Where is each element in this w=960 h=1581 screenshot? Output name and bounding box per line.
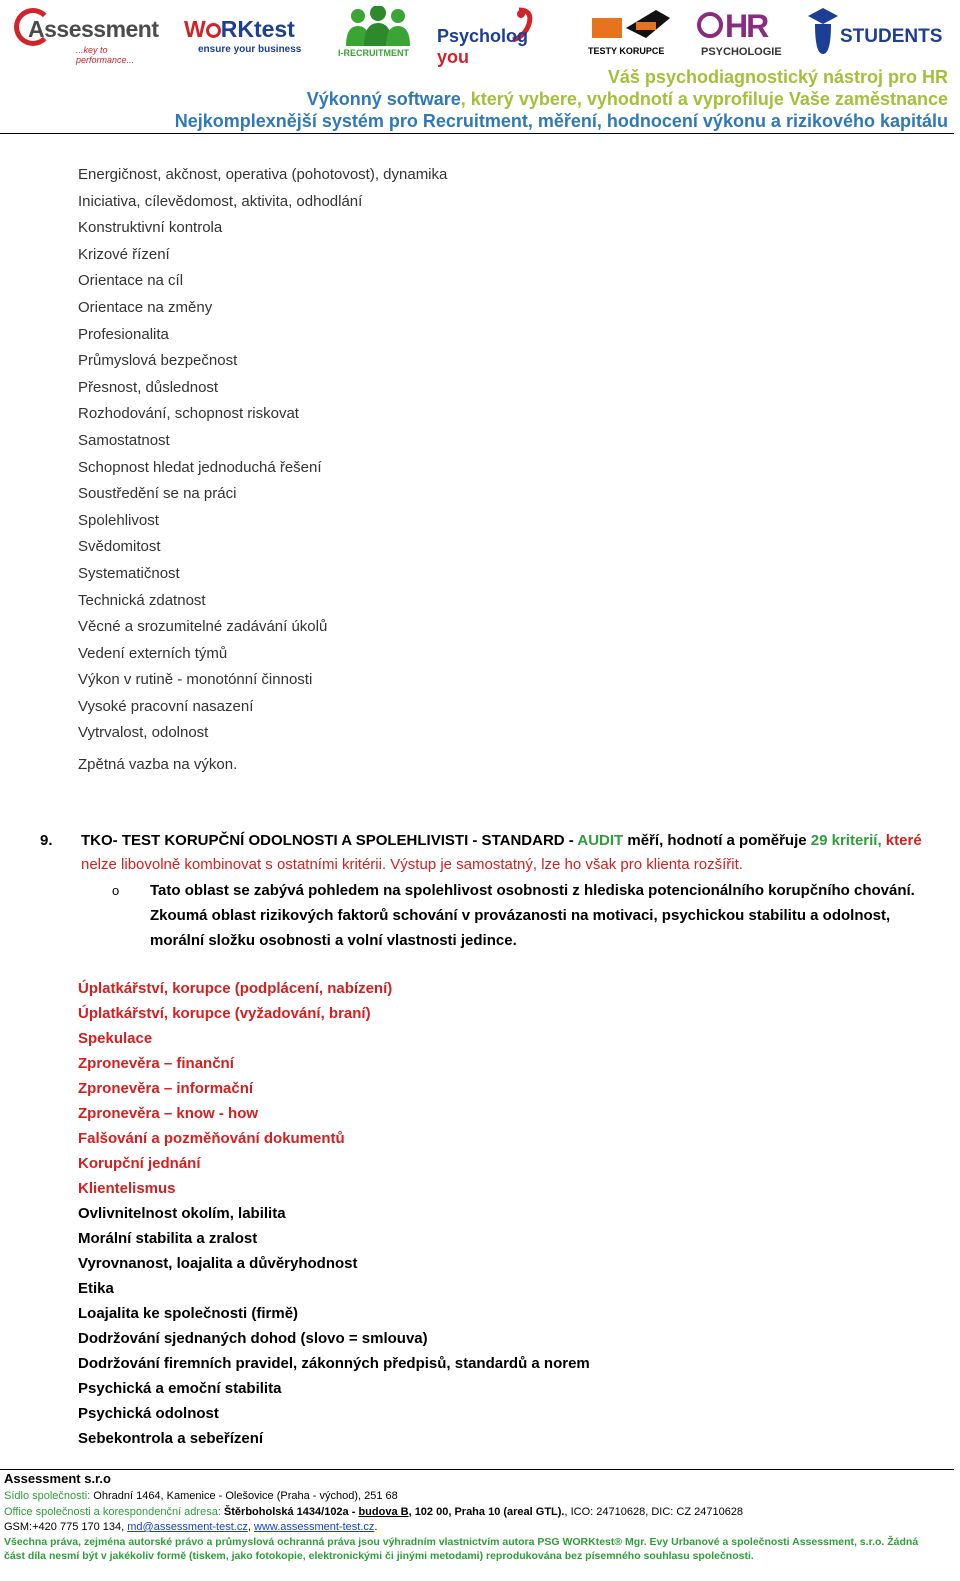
list-item: Ovlivnitelnost okolím, labilita — [78, 1205, 286, 1222]
footer-divider — [0, 1469, 954, 1470]
list-item: Systematičnost — [78, 564, 180, 582]
list-item: Svědomitost — [78, 538, 161, 556]
list-item: Samostatnost — [78, 431, 170, 449]
competency-last-item: Zpětná vazba na výkon. — [78, 756, 238, 773]
worktest-logo-tagline: ensure your business — [198, 44, 302, 55]
list-item: Dodržování sjednaných dohod (slovo = smlouva) — [78, 1330, 428, 1347]
list-item: Konstruktivní kontrola — [78, 219, 223, 237]
list-item: Rozhodování, schopnost riskovat — [78, 405, 299, 423]
testy-korupce-logo[interactable] — [586, 4, 678, 60]
list-item: Vyrovnanost, loajalita a důvěryhodnost — [78, 1255, 358, 1272]
psychology-you-logo-text: Psychologyou — [437, 26, 529, 67]
list-item: Morální stabilita a zralost — [78, 1230, 258, 1247]
hr-psychologie-logo[interactable] — [697, 4, 787, 60]
list-item: Výkon v rutině - monotónní činnosti — [78, 671, 313, 689]
list-item: Úplatkářství, korupce (podplácení, nabízení) — [78, 980, 393, 997]
bullet-text: Tato oblast se zabývá pohledem na spolehlivost osobnosti z hlediska potencionálního korupčního chování. Zkoumá oblast rizikových faktorů schování v provázanosti na motivaci, psychickou stabilitu a odolnost, morální složku osobnosti a volní vlastnosti jedince. — [150, 882, 915, 949]
list-item: Loajalita ke společnosti (firmě) — [78, 1305, 299, 1322]
list-item: Etika — [78, 1280, 114, 1297]
hands-money-icon — [586, 4, 676, 44]
list-item: Korupční jednání — [78, 1155, 201, 1172]
tagline-line-1: Váš psychodiagnostický nástroj pro HR — [607, 67, 948, 87]
list-item: Vytrvalost, odolnost — [78, 724, 209, 742]
list-item: Orientace na změny — [78, 298, 213, 316]
header-divider — [0, 133, 954, 134]
list-item: Sebekontrola a sebeřízení — [78, 1430, 264, 1447]
list-item: Psychická a emoční stabilita — [78, 1380, 282, 1397]
list-item: Přesnost, důslednost — [78, 378, 219, 396]
hr-ring-icon — [697, 12, 723, 38]
footer-email-link[interactable]: md@assessment-test.cz — [127, 1521, 248, 1533]
people-group-icon — [338, 6, 418, 50]
list-item: Zpronevěra – finanční — [78, 1055, 234, 1072]
hr-logo-tagline: PSYCHOLOGIE — [701, 46, 782, 58]
worktest-logo-text: W RKtest — [184, 16, 295, 42]
tagline-line-2: Výkonný software, který vybere, vyhodnotí a vyprofiluje Vaše zaměstnance — [306, 89, 948, 109]
i-recruitment-logo-text: I-RECRUITMENT — [338, 48, 409, 58]
list-item: Technická zdatnost — [78, 591, 206, 609]
footer-office: Office společnosti a korespondenční adresa: Štěrboholská 1434/102a - budova B, 102 00, Praha 10 (areal GTL)., ICO: 24710628, DIC: CZ 24710628 — [4, 1506, 744, 1518]
list-item: Falšování a pozměňování dokumentů — [78, 1130, 345, 1147]
list-item: Vedení externích týmů — [78, 644, 228, 662]
hr-logo-text: HR — [725, 8, 768, 44]
section-9-heading: TKO- TEST KORUPČNÍ ODOLNOSTI A SPOLEHLIVISTI - STANDARD - AUDIT měří, hodnotí a poměřuje 29 kriterií, které nelze libovolně kombinovat s ostatními kritérii. Výstup je samostatný, lze ho však pro klienta rozšířit. — [81, 832, 922, 873]
assessment-logo-text: Assessment — [28, 16, 159, 42]
students-logo[interactable] — [806, 4, 946, 60]
footer-rights-2: část díla nesmí být v jakékoliv formě (tiskem, jako fotokopie, elektronickými či jinými metodami) reprodukována bez písemného souhlasu společnosti. — [4, 1550, 754, 1562]
worktest-o-icon — [206, 23, 221, 38]
list-item: Úplatkářství, korupce (vyžadování, braní) — [78, 1005, 371, 1022]
list-item: Spekulace — [78, 1030, 153, 1047]
list-item: Iniciativa, cílevědomost, aktivita, odhodlání — [78, 192, 363, 210]
list-item: Psychická odolnost — [78, 1405, 219, 1422]
list-item: Soustředění se na práci — [78, 485, 237, 503]
list-item: Profesionalita — [78, 325, 169, 343]
list-item: Spolehlivost — [78, 511, 159, 529]
psychology-you-logo[interactable] — [437, 4, 567, 67]
criteria-list — [78, 978, 590, 1453]
list-item: Dodržování firemních pravidel, zákonných předpisů, standardů a norem — [78, 1355, 590, 1372]
list-item: Energičnost, akčnost, operativa (pohotovost), dynamika — [78, 166, 448, 183]
tagline-line-3: Nejkomplexnější systém pro Recruitment, měření, hodnocení výkonu a rizikového kapitálu — [174, 111, 948, 131]
competency-list — [78, 164, 447, 749]
testy-korupce-logo-text: TESTY KORUPCE — [588, 46, 665, 56]
list-item: Zpronevěra – know - how — [78, 1105, 259, 1122]
footer-seat: Sídlo společnosti: Ohradní 1464, Kamenice - Olešovice (Praha - východ), 251 68 — [4, 1490, 398, 1502]
assessment-logo-tagline: ...key to performance... — [76, 45, 135, 65]
list-item: Orientace na cíl — [78, 272, 184, 290]
graduation-cap-icon — [806, 6, 840, 56]
footer-web-link[interactable]: www.assessment-test.cz — [253, 1521, 375, 1533]
list-item: Vysoké pracovní nasazení — [78, 697, 254, 715]
footer-rights-1: Všechna práva, zejména autorské právo a průmyslová ochranná práva jsou výhradním vlastnictvím autora PSG WORKtest® Mgr. Evy Urbanové a společnosti Assessment, s.r.o. Žádná — [4, 1536, 919, 1548]
list-item: Zpronevěra – informační — [78, 1080, 254, 1097]
list-item: Průmyslová bezpečnost — [78, 352, 238, 370]
worktest-logo[interactable] — [184, 4, 319, 60]
footer-contact: GSM:+420 775 170 134, md@assessment-test.cz, www.assessment-test.cz. — [4, 1521, 378, 1533]
i-recruitment-logo[interactable] — [338, 4, 418, 60]
list-item: Schopnost hledat jednoduchá řešení — [78, 458, 322, 476]
assessment-logo[interactable] — [14, 4, 164, 65]
list-item: Klientelismus — [78, 1180, 176, 1197]
section-number: 9. — [40, 832, 53, 849]
list-item: Věcné a srozumitelné zadávání úkolů — [78, 618, 328, 636]
bullet-circle-icon: o — [112, 883, 120, 898]
students-logo-text: STUDENTS — [840, 26, 943, 47]
list-item: Krizové řízení — [78, 245, 170, 263]
footer-company: Assessment s.r.o — [4, 1471, 111, 1486]
